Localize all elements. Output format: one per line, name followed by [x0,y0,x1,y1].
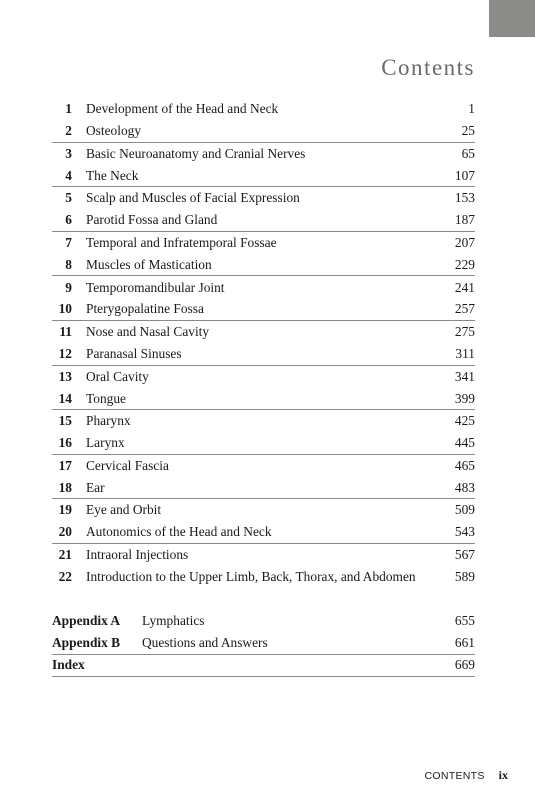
chapter-number: 6 [65,212,72,228]
toc-row[interactable] [52,254,475,276]
toc-row[interactable] [52,432,475,454]
chapter-title: Temporomandibular Joint [86,279,225,295]
chapter-list [52,98,475,589]
toc-row[interactable] [52,209,475,231]
chapter-number: 5 [65,190,72,206]
chapter-number: 7 [65,234,72,250]
toc-row[interactable] [52,165,475,187]
chapter-title: Basic Neuroanatomy and Cranial Nerves [86,145,306,161]
chapter-title: Ear [86,479,105,495]
page-number: 589 [454,569,475,585]
chapter-title: Intraoral Injections [86,547,189,563]
page-title: Contents [381,55,475,81]
page-number: 543 [454,524,475,540]
chapter-title: Larynx [86,435,125,451]
appendix-label: Appendix B [52,634,121,650]
toc-row[interactable] [52,187,475,209]
page-footer [425,768,509,783]
appendix-list [52,610,475,677]
toc-row[interactable] [52,120,475,142]
chapter-title: Oral Cavity [86,368,149,384]
appendix-row[interactable] [52,632,475,654]
chapter-number: 13 [58,368,72,384]
toc-row[interactable] [52,232,475,254]
chapter-number: 19 [58,502,72,518]
appendix-row[interactable] [52,610,475,632]
chapter-number: 4 [65,167,72,183]
running-footer-label: CONTENTS [424,770,485,782]
chapter-title: Introduction to the Upper Limb, Back, Thorax, and Abdomen [86,569,416,585]
chapter-number: 22 [58,569,72,585]
chapter-title: Autonomics of the Head and Neck [86,524,272,540]
page-number: 311 [455,345,475,361]
chapter-title: The Neck [86,167,139,183]
page-number: 661 [454,634,475,650]
page-number: 107 [454,167,475,183]
chapter-title: Development of the Head and Neck [86,101,279,117]
chapter-number: 3 [65,145,72,161]
appendix-title: Lymphatics [142,613,205,629]
page-number: 465 [454,457,475,473]
toc-row[interactable] [52,388,475,410]
chapter-title: Muscles of Mastication [86,256,212,272]
toc-row[interactable] [52,98,475,120]
chapter-title: Osteology [86,122,142,138]
page-number: 567 [454,547,475,563]
page-number: 257 [454,301,475,317]
chapter-number: 15 [58,413,72,429]
page-number: 445 [454,435,475,451]
page-number: 241 [454,279,475,295]
toc-row[interactable] [52,499,475,521]
chapter-number: 17 [58,457,72,473]
toc-row[interactable] [52,410,475,432]
chapter-title: Eye and Orbit [86,502,162,518]
chapter-number: 18 [58,479,72,495]
chapter-title: Tongue [86,390,126,406]
chapter-number: 11 [59,324,72,340]
chapter-number: 2 [65,122,72,138]
page-number: 341 [454,368,475,384]
toc-row[interactable] [52,477,475,499]
page-number: 669 [454,657,475,673]
page-number: 153 [454,190,475,206]
toc-row[interactable] [52,366,475,388]
chapter-number: 8 [65,256,72,272]
chapter-number: 1 [65,101,72,117]
chapter-number: 16 [58,435,72,451]
chapter-number: 14 [58,390,72,406]
chapter-number: 10 [58,301,72,317]
chapter-title: Paranasal Sinuses [86,345,182,361]
toc-row[interactable] [52,343,475,365]
chapter-number: 12 [58,345,72,361]
page-number: 207 [454,234,475,250]
index-label: Index [52,657,85,673]
folio-page-number: ix [498,768,508,782]
chapter-title: Parotid Fossa and Gland [86,212,218,228]
page-number: 275 [454,324,475,340]
page-number: 65 [461,145,475,161]
toc-row[interactable] [52,522,475,544]
page-number: 655 [454,613,475,629]
chapter-title: Pterygopalatine Fossa [86,301,204,317]
chapter-number: 21 [58,547,72,563]
index-row[interactable] [52,655,475,677]
appendix-title: Questions and Answers [142,634,268,650]
toc-row[interactable] [52,276,475,298]
toc-row[interactable] [52,566,475,588]
corner-tab [489,0,535,37]
page-number: 25 [461,122,475,138]
page-number: 187 [454,212,475,228]
chapter-title: Cervical Fascia [86,457,169,473]
chapter-number: 9 [65,279,72,295]
toc-row[interactable] [52,544,475,566]
toc-row[interactable] [52,321,475,343]
chapter-number: 20 [58,524,72,540]
chapter-title: Pharynx [86,413,131,429]
page-number: 509 [454,502,475,518]
toc-row[interactable] [52,143,475,165]
page-number: 229 [454,256,475,272]
toc-row[interactable] [52,455,475,477]
page-number: 1 [468,101,475,117]
toc-row[interactable] [52,299,475,321]
chapter-title: Scalp and Muscles of Facial Expression [86,190,300,206]
page-number: 483 [454,479,475,495]
page-number: 399 [454,390,475,406]
page-number: 425 [454,413,475,429]
chapter-title: Nose and Nasal Cavity [86,324,210,340]
appendix-label: Appendix A [52,613,121,629]
chapter-title: Temporal and Infratemporal Fossae [86,234,277,250]
